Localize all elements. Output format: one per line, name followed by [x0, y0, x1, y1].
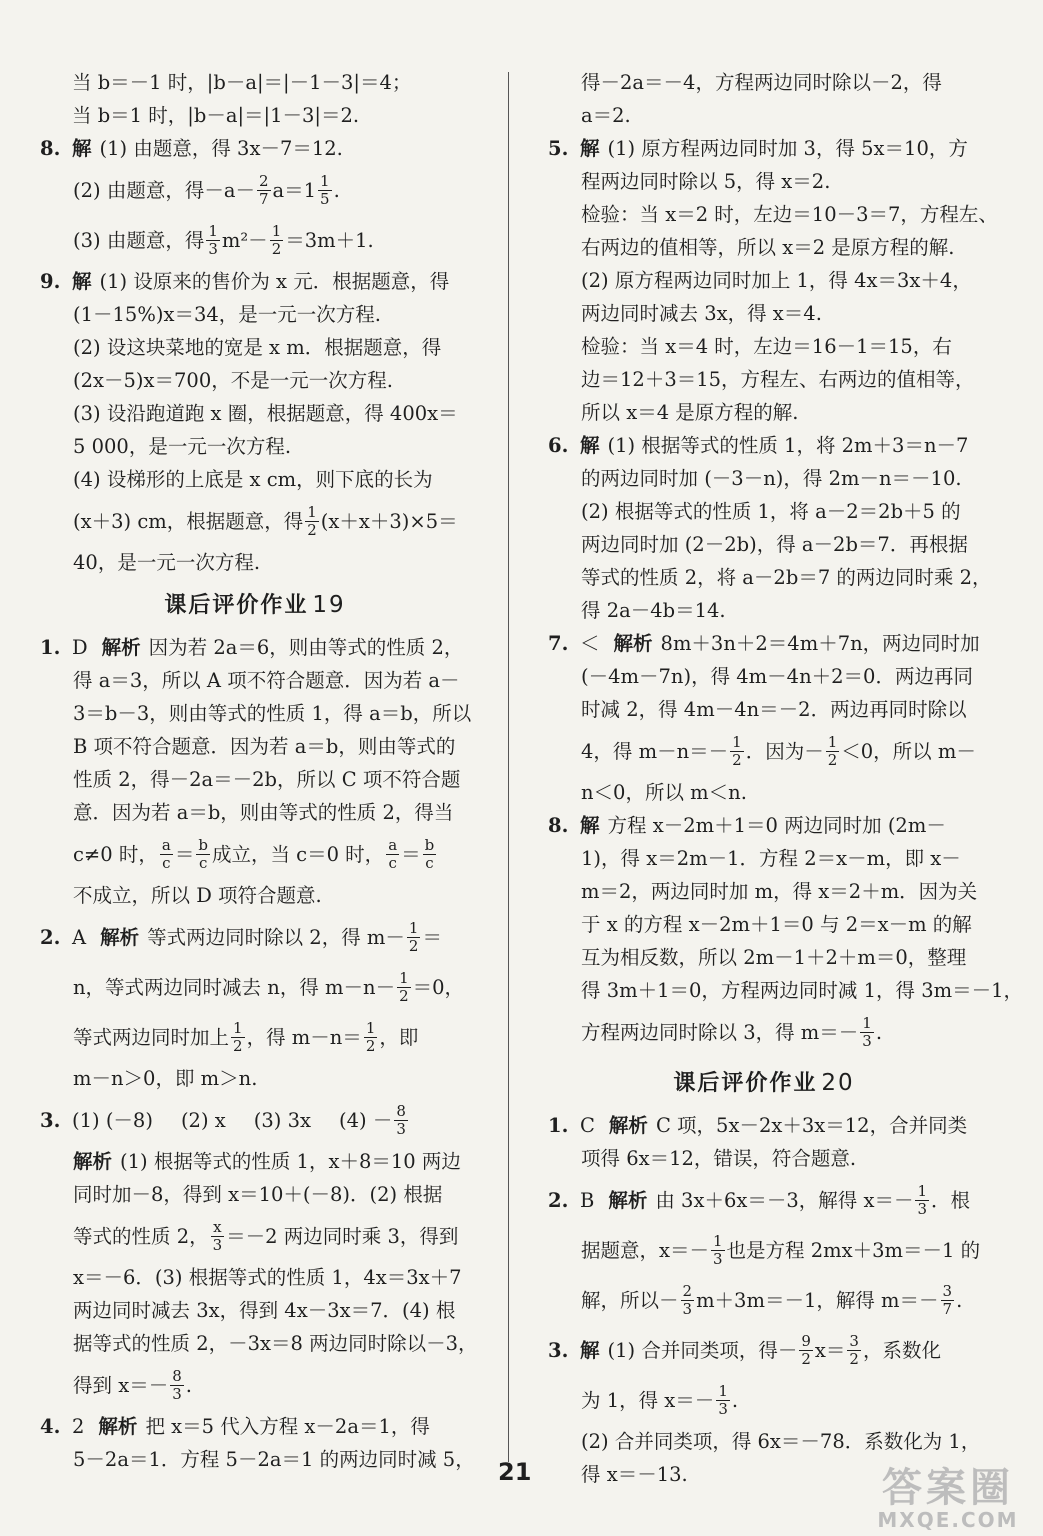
text-line: (2) 原方程两边同时加上 1，得 4x＝3x＋4，	[581, 269, 972, 292]
numerator: 2	[682, 1281, 693, 1300]
text-line	[40, 165, 470, 215]
numerator: 3	[942, 1281, 953, 1300]
text-segment: 因为若 2a＝6，则由等式的性质 2，	[148, 636, 464, 659]
text-segment: .	[956, 1288, 963, 1312]
denominator: 2	[801, 1349, 811, 1368]
text-line	[548, 1007, 980, 1057]
text-line	[40, 496, 470, 546]
section-heading-20	[548, 1063, 980, 1103]
text-line: (2) 根据等式的性质 1，将 a－2＝2b＋5 的	[581, 500, 961, 523]
text-segment: x＝	[814, 1338, 846, 1362]
question-5	[548, 132, 980, 165]
denominator: 3	[713, 1249, 723, 1268]
text-segment: 得到 x＝－	[73, 1373, 169, 1397]
analysis-keyword: 解析	[608, 1188, 648, 1212]
numerator: 1	[827, 732, 838, 751]
text-line: n＜0，所以 m＜n.	[581, 781, 747, 804]
text-segment: 等式的性质 2，	[73, 1224, 209, 1248]
watermark-text: 答案圈	[882, 1465, 1014, 1511]
denominator: 2	[732, 750, 742, 769]
fraction	[257, 173, 271, 208]
heading-number: 20	[821, 1069, 855, 1096]
question-2	[40, 912, 470, 962]
text-line: (－4m－7n)，得 4m－4n＋2＝0．两边再同	[581, 665, 973, 688]
text-line: 右两边的值相等，所以 x＝2 是原方程的解.	[581, 236, 955, 259]
text-line: (4) 设梯形的上底是 x cm，则下底的长为	[73, 468, 433, 491]
denominator: 5	[320, 189, 330, 208]
text-segment: .	[333, 178, 340, 202]
fraction	[170, 1368, 184, 1403]
question-9	[40, 265, 470, 298]
text-segment: 把 x＝5 代入方程 x－2a＝1，得	[145, 1415, 430, 1438]
question-number: 9.	[40, 270, 61, 293]
text-line	[548, 1275, 980, 1325]
fraction	[318, 173, 332, 208]
text-segment: ＝	[174, 842, 195, 866]
question-8	[40, 132, 470, 165]
numerator: 1	[732, 732, 742, 751]
text-line: 不成立，所以 D 项符合题意.	[73, 884, 322, 907]
text-line: 性质 2，得－2a＝－2b，所以 C 项不符合题	[73, 768, 461, 791]
text-line: (1－15%)x＝34，是一元一次方程.	[73, 303, 381, 326]
numerator: 1	[917, 1181, 928, 1200]
watermark-logo	[868, 1466, 1028, 1532]
denominator: 3	[917, 1199, 928, 1218]
text-segment: m＋3m＝－1，解得 m＝－	[696, 1288, 939, 1312]
text-segment: c≠0 时，	[73, 842, 158, 866]
answer-keyword: 解	[580, 434, 600, 457]
text-line: 边＝12＋3＝15，方程左、右两边的值相等，	[581, 368, 975, 391]
denominator: 2	[271, 239, 282, 258]
fraction	[305, 504, 319, 539]
text-segment: 方程两边同时除以 3，得 m＝－	[581, 1020, 859, 1044]
analysis-keyword: 解析	[73, 1150, 113, 1173]
text-line	[548, 1225, 980, 1275]
answer-keyword: 解	[580, 137, 600, 160]
text-segment: 方程 x－2m＋1＝0 两边同时加 (2m－	[607, 814, 946, 837]
text-line: 两边同时加 (2－2b)，得 a－2b＝7．再根据	[581, 533, 968, 556]
fraction	[847, 1333, 861, 1368]
text-line	[40, 1360, 470, 1410]
text-line	[548, 726, 980, 776]
question-number: 1.	[548, 1114, 569, 1137]
question-number: 3.	[548, 1338, 569, 1362]
text-segment: .	[731, 1388, 739, 1412]
numerator: 1	[271, 221, 282, 240]
denominator: 7	[258, 189, 269, 208]
fraction	[681, 1283, 695, 1318]
text-segment: ＝	[422, 925, 442, 949]
denominator: 3	[682, 1299, 693, 1318]
numerator: 1	[208, 221, 218, 240]
text-line: (1) 由题意，得 3x－7＝12.	[99, 137, 343, 160]
numerator: 1	[862, 1013, 872, 1032]
text-line	[548, 1375, 980, 1425]
question-number: 2.	[40, 925, 61, 949]
text-line: 项得 6x＝12，错误，符合题意.	[581, 1147, 857, 1170]
text-line	[40, 1145, 470, 1178]
numerator: a	[161, 835, 171, 854]
text-segment: 解，所以－	[581, 1288, 679, 1312]
text-line: 检验：当 x＝4 时，左边＝16－1＝15，右	[581, 335, 952, 358]
numerator: 8	[172, 1366, 182, 1385]
text-segment: (1) 根据等式的性质 1，x＋8＝10 两边	[120, 1150, 461, 1173]
question-6	[548, 429, 980, 462]
text-line	[40, 829, 470, 879]
question-number: 8.	[40, 137, 61, 160]
text-segment: a＝1	[272, 178, 317, 202]
answer-choice: D	[72, 636, 88, 659]
question-2	[548, 1175, 980, 1225]
text-line: 得 a＝3，所以 A 项不符合题意．因为若 a－	[73, 669, 460, 692]
fraction	[394, 1103, 408, 1138]
numerator: 1	[233, 1018, 243, 1037]
answer-part: (4) －	[339, 1108, 393, 1132]
denominator: 7	[942, 1299, 953, 1318]
answer-choice: B	[580, 1188, 595, 1212]
denominator: 3	[212, 1235, 223, 1254]
answer-keyword: 解	[72, 270, 92, 293]
question-1	[548, 1109, 980, 1142]
fraction	[941, 1283, 955, 1318]
numerator: b	[198, 835, 208, 854]
text-segment: ＝	[401, 842, 421, 866]
text-segment: (1) 根据等式的性质 1，将 2m＋3＝n－7	[607, 434, 969, 457]
text-segment: ＝0，	[412, 975, 465, 999]
denominator: 3	[718, 1399, 728, 1418]
text-segment: C 项，5x－2x＋3x＝12，合并同类	[655, 1114, 968, 1137]
question-3	[40, 1095, 470, 1145]
question-number: 8.	[548, 814, 569, 837]
numerator: 1	[399, 968, 409, 987]
answer-choice: C	[580, 1114, 595, 1137]
answer-choice: 2	[72, 1415, 85, 1438]
heading-text: 课后评价作业	[164, 591, 309, 618]
text-line: 3＝b－3，则由等式的性质 1，得 a＝b，所以	[73, 702, 472, 725]
text-line: 当 b＝1 时，|b－a|＝|1－3|＝2.	[72, 104, 360, 127]
text-segment: ，系数化	[862, 1338, 941, 1362]
text-segment: 等式两边同时除以 2，得 m－	[147, 925, 405, 949]
question-number: 1.	[40, 636, 61, 659]
text-segment: 8m＋3n＋2＝4m＋7n，两边同时加	[660, 632, 980, 655]
fraction	[231, 1020, 245, 1055]
numerator: 1	[718, 1381, 728, 1400]
text-line: 5 000，是一元一次方程.	[73, 435, 292, 458]
text-line: 程两边同时除以 5，得 x＝2.	[581, 170, 831, 193]
text-line	[40, 215, 470, 265]
numerator: 2	[258, 171, 269, 190]
analysis-keyword: 解析	[98, 1415, 138, 1438]
text-segment: 4，得 m－n＝－	[581, 739, 729, 763]
text-line: 5－2a＝1．方程 5－2a＝1 的两边同时减 5，	[73, 1448, 475, 1471]
question-number: 2.	[548, 1188, 569, 1212]
fraction	[196, 837, 210, 872]
column-divider	[508, 72, 509, 1462]
text-line: (2x－5)x＝700，不是一元一次方程.	[73, 369, 393, 392]
text-line: 所以 x＝4 是原方程的解.	[581, 401, 799, 424]
text-line: m－n＞0，即 m＞n.	[73, 1067, 258, 1090]
numerator: 1	[408, 918, 419, 937]
text-line: a＝2.	[581, 104, 631, 127]
fraction	[270, 223, 284, 258]
fraction	[364, 1020, 378, 1055]
answer-part: (1) (－8)	[72, 1108, 153, 1132]
left-column	[40, 66, 478, 1476]
fraction	[211, 1219, 225, 1254]
fraction	[423, 837, 437, 872]
text-line: 据等式的性质 2，－3x＝8 两边同时除以－3，	[73, 1332, 478, 1355]
text-segment: (1) 原方程两边同时加 3，得 5x＝10，方	[607, 137, 968, 160]
text-segment: (3) 由题意，得	[73, 228, 205, 252]
text-segment: 由 3x＋6x＝－3，解得 x＝－	[655, 1188, 914, 1212]
denominator: c	[425, 853, 434, 872]
text-segment: ＝3m＋1.	[285, 228, 374, 252]
text-segment: n，等式两边同时减去 n，得 m－n－	[73, 975, 396, 999]
answer-keyword: 解	[72, 137, 92, 160]
text-line: 当 b＝－1 时，|b－a|＝|－1－3|＝4；	[72, 71, 412, 94]
numerator: 9	[801, 1331, 811, 1350]
text-segment: 也是方程 2mx＋3m＝－1 的	[726, 1238, 981, 1262]
text-segment: .	[185, 1373, 192, 1397]
fraction	[711, 1233, 725, 1268]
text-segment: ＝－2 两边同时乘 3，得到	[226, 1224, 459, 1248]
question-number: 7.	[548, 632, 569, 655]
denominator: 2	[827, 750, 838, 769]
text-line: 同时加－8，得到 x＝10＋(－8)．(2) 根据	[73, 1183, 443, 1206]
denominator: c	[162, 853, 171, 872]
text-line: 意．因为若 a＝b，则由等式的性质 2，得当	[73, 801, 454, 824]
text-segment: 为 1，得 x＝－	[581, 1388, 715, 1412]
fraction	[716, 1383, 730, 1418]
text-line: 得 x＝－13.	[581, 1463, 688, 1486]
fraction	[799, 1333, 813, 1368]
question-number: 5.	[548, 137, 569, 160]
text-segment: ．因为－	[745, 739, 824, 763]
numerator: x	[213, 1217, 222, 1236]
answer-choice: ＜	[580, 632, 600, 655]
question-number: 6.	[548, 434, 569, 457]
question-number: 3.	[40, 1108, 61, 1132]
numerator: 1	[713, 1231, 723, 1250]
answer-part: (2) x	[180, 1108, 226, 1132]
numerator: 8	[396, 1101, 406, 1120]
heading-number: 19	[312, 591, 346, 618]
text-line	[40, 1012, 470, 1062]
text-segment: (x＋x＋3)×5＝	[320, 509, 458, 533]
text-line: (1) 设原来的售价为 x 元．根据题意，得	[99, 270, 450, 293]
denominator: 2	[849, 1349, 859, 1368]
fraction	[915, 1183, 929, 1218]
answer-keyword: 解	[580, 814, 600, 837]
text-line: 检验：当 x＝2 时，左边＝10－3＝7，方程左、	[581, 203, 998, 226]
answer-keyword: 解	[580, 1338, 600, 1362]
denominator: 2	[307, 520, 317, 539]
fraction	[160, 837, 173, 872]
text-segment: (2) 由题意，得－a－	[73, 178, 255, 202]
text-line: 时减 2，得 4m－4n＝－2．两边再同时除以	[581, 698, 967, 721]
text-line	[40, 1211, 470, 1261]
heading-text: 课后评价作业	[673, 1069, 818, 1096]
question-4	[40, 1410, 470, 1443]
text-line	[40, 962, 470, 1012]
text-line: 40，是一元一次方程.	[73, 551, 261, 574]
text-line: 两边同时减去 3x，得 x＝4.	[581, 302, 822, 325]
answer-part: (3) 3x	[253, 1108, 312, 1132]
denominator: 2	[365, 1036, 376, 1055]
denominator: 2	[233, 1036, 243, 1055]
fraction	[386, 837, 399, 872]
denominator: 3	[862, 1031, 872, 1050]
text-segment: (1) 合并同类项，得－	[607, 1338, 798, 1362]
text-segment: 等式两边同时加上	[73, 1025, 230, 1049]
fraction	[397, 970, 411, 1005]
question-3	[548, 1325, 980, 1375]
numerator: a	[388, 835, 398, 854]
text-line: 1)，得 x＝2m－1．方程 2＝x－m，即 x－	[581, 847, 961, 870]
numerator: 1	[320, 171, 330, 190]
text-line: (3) 设沿跑道跑 x 圈，根据题意，得 400x＝	[73, 402, 458, 425]
analysis-keyword: 解析	[613, 632, 653, 655]
text-line: B 项不符合题意．因为若 a＝b，则由等式的	[73, 735, 456, 758]
question-7	[548, 627, 980, 660]
text-line: 互为相反数，所以 2m－1＋2＋m＝0，整理	[581, 946, 967, 969]
text-line: x＝－6．(3) 根据等式的性质 1，4x＝3x＋7	[73, 1266, 462, 1289]
page-number: 21	[498, 1458, 532, 1486]
question-number: 4.	[40, 1415, 61, 1438]
text-line: 得 3m＋1＝0，方程两边同时减 1，得 3m＝－1，	[581, 979, 1024, 1002]
denominator: 3	[208, 239, 218, 258]
section-heading-19	[40, 585, 470, 625]
denominator: 2	[408, 936, 419, 955]
fraction	[826, 734, 840, 769]
text-segment: ．根	[931, 1188, 971, 1212]
question-1	[40, 631, 470, 664]
denominator: c	[198, 853, 208, 872]
text-line: 于 x 的方程 x－2m＋1＝0 与 2＝x－m 的解	[581, 913, 972, 936]
analysis-keyword: 解析	[101, 636, 141, 659]
numerator: 1	[365, 1018, 376, 1037]
fraction	[407, 920, 421, 955]
answer-choice: A	[72, 925, 87, 949]
text-line: 的两边同时加 (－3－n)，得 2m－n＝－10.	[581, 467, 962, 490]
text-line: (2) 设这块菜地的宽是 x m．根据题意，得	[73, 336, 442, 359]
denominator: 3	[172, 1384, 182, 1403]
text-segment: (x＋3) cm，根据题意，得	[73, 509, 304, 533]
text-line: 得－2a＝－4，方程两边同时除以－2，得	[581, 71, 942, 94]
text-segment: ，得 m－n＝	[246, 1025, 362, 1049]
text-segment: ，即	[379, 1025, 419, 1049]
text-line: 两边同时减去 3x，得到 4x－3x＝7．(4) 根	[73, 1299, 456, 1322]
watermark-url: MXQE.COM	[877, 1508, 1019, 1532]
text-line: 得 2a－4b＝14.	[581, 599, 726, 622]
denominator: 2	[399, 986, 409, 1005]
text-segment: 成立，当 c＝0 时，	[211, 842, 385, 866]
numerator: b	[424, 835, 435, 854]
fraction	[730, 734, 744, 769]
fraction	[860, 1015, 874, 1050]
denominator: c	[388, 853, 397, 872]
text-line: m＝2，两边同时加 m，得 x＝2＋m．因为关	[581, 880, 978, 903]
denominator: 3	[396, 1119, 406, 1138]
text-line: 等式的性质 2，将 a－2b＝7 的两边同时乘 2，	[581, 566, 992, 589]
numerator: 3	[849, 1331, 859, 1350]
fraction	[206, 223, 220, 258]
text-segment: .	[875, 1020, 883, 1044]
question-8	[548, 809, 980, 842]
text-segment: 据题意，x＝－	[581, 1238, 709, 1262]
analysis-keyword: 解析	[608, 1114, 648, 1137]
text-line: (2) 合并同类项，得 6x＝－78．系数化为 1，	[581, 1430, 981, 1453]
text-segment: ＜0，所以 m－	[841, 739, 976, 763]
numerator: 1	[307, 502, 317, 521]
analysis-keyword: 解析	[100, 925, 140, 949]
text-segment: m²－	[221, 228, 268, 252]
